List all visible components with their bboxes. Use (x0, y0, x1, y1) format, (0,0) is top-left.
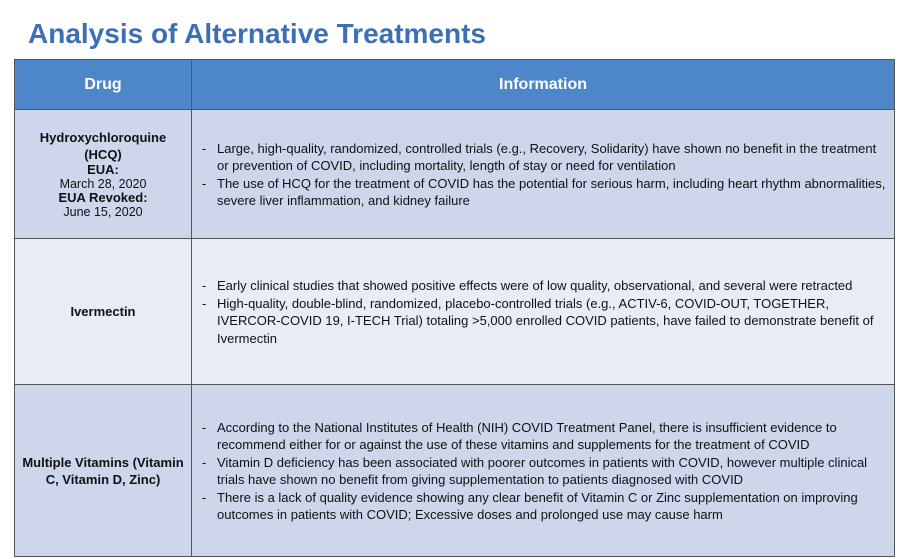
info-list (200, 140, 886, 210)
drug-cell (15, 110, 192, 239)
eua-revoked-date: June 15, 2020 (63, 205, 143, 219)
table-row-ivermectin (15, 239, 895, 385)
page-title: Analysis of Alternative Treatments (28, 18, 487, 49)
column-header-information: Information (192, 60, 895, 110)
drug-name: Multiple Vitamins (Vitamin C, Vitamin D, Zinc) (22, 454, 184, 487)
info-point: - High-quality, double-blind, randomized, placebo-controlled trials (e.g., ACTIV-6, COVID-OUT, TOGETHER, IVERCOR-COVID 19, I-TECH Trial) totaling >5,000 enrolled COVID patients, have failed to demonstrate benefit of Ivermectin (200, 295, 886, 348)
info-list (200, 419, 886, 524)
drug-cell (15, 385, 192, 557)
eua-label: EUA: (87, 162, 119, 177)
drug-cell (15, 239, 192, 385)
info-cell (192, 239, 895, 385)
table-row-hydroxychloroquine (15, 110, 895, 239)
eua-revoked-label: EUA Revoked: (58, 190, 148, 205)
info-list (200, 277, 886, 347)
treatments-table (14, 59, 895, 557)
info-cell (192, 385, 895, 557)
info-point: - According to the National Institutes of Health (NIH) COVID Treatment Panel, there is insufficient evidence to recommend either for or against the use of these vitamins and supplements for the treatment of COVID (200, 419, 886, 454)
column-header-drug: Drug (15, 60, 192, 110)
info-point: - The use of HCQ for the treatment of COVID has the potential for serious harm, including heart rhythm abnormalities, severe liver inflammation, and kidney failure (200, 175, 886, 210)
info-point: - Early clinical studies that showed positive effects were of low quality, observational, and several were retracted (200, 277, 886, 295)
info-point: - Vitamin D deficiency has been associated with poorer outcomes in patients with COVID, however multiple clinical trials have shown no benefit from giving supplementation to patients diagnosed with COVID (200, 454, 886, 489)
info-cell (192, 110, 895, 239)
eua-date: March 28, 2020 (59, 177, 147, 191)
table-header-row (15, 60, 895, 110)
drug-name: Ivermectin (70, 304, 136, 319)
drug-name: Hydroxychloroquine (HCQ) (39, 130, 167, 162)
info-point: - Large, high-quality, randomized, controlled trials (e.g., Recovery, Solidarity) have shown no benefit in the treatment or prevention of COVID, including mortality, length of stay or need for ventilation (200, 140, 886, 175)
table-row-multiple-vitamins (15, 385, 895, 557)
info-point: - There is a lack of quality evidence showing any clear benefit of Vitamin C or Zinc supplementation on improving outcomes in patients with COVID; Excessive doses and prolonged use may cause harm (200, 489, 886, 524)
